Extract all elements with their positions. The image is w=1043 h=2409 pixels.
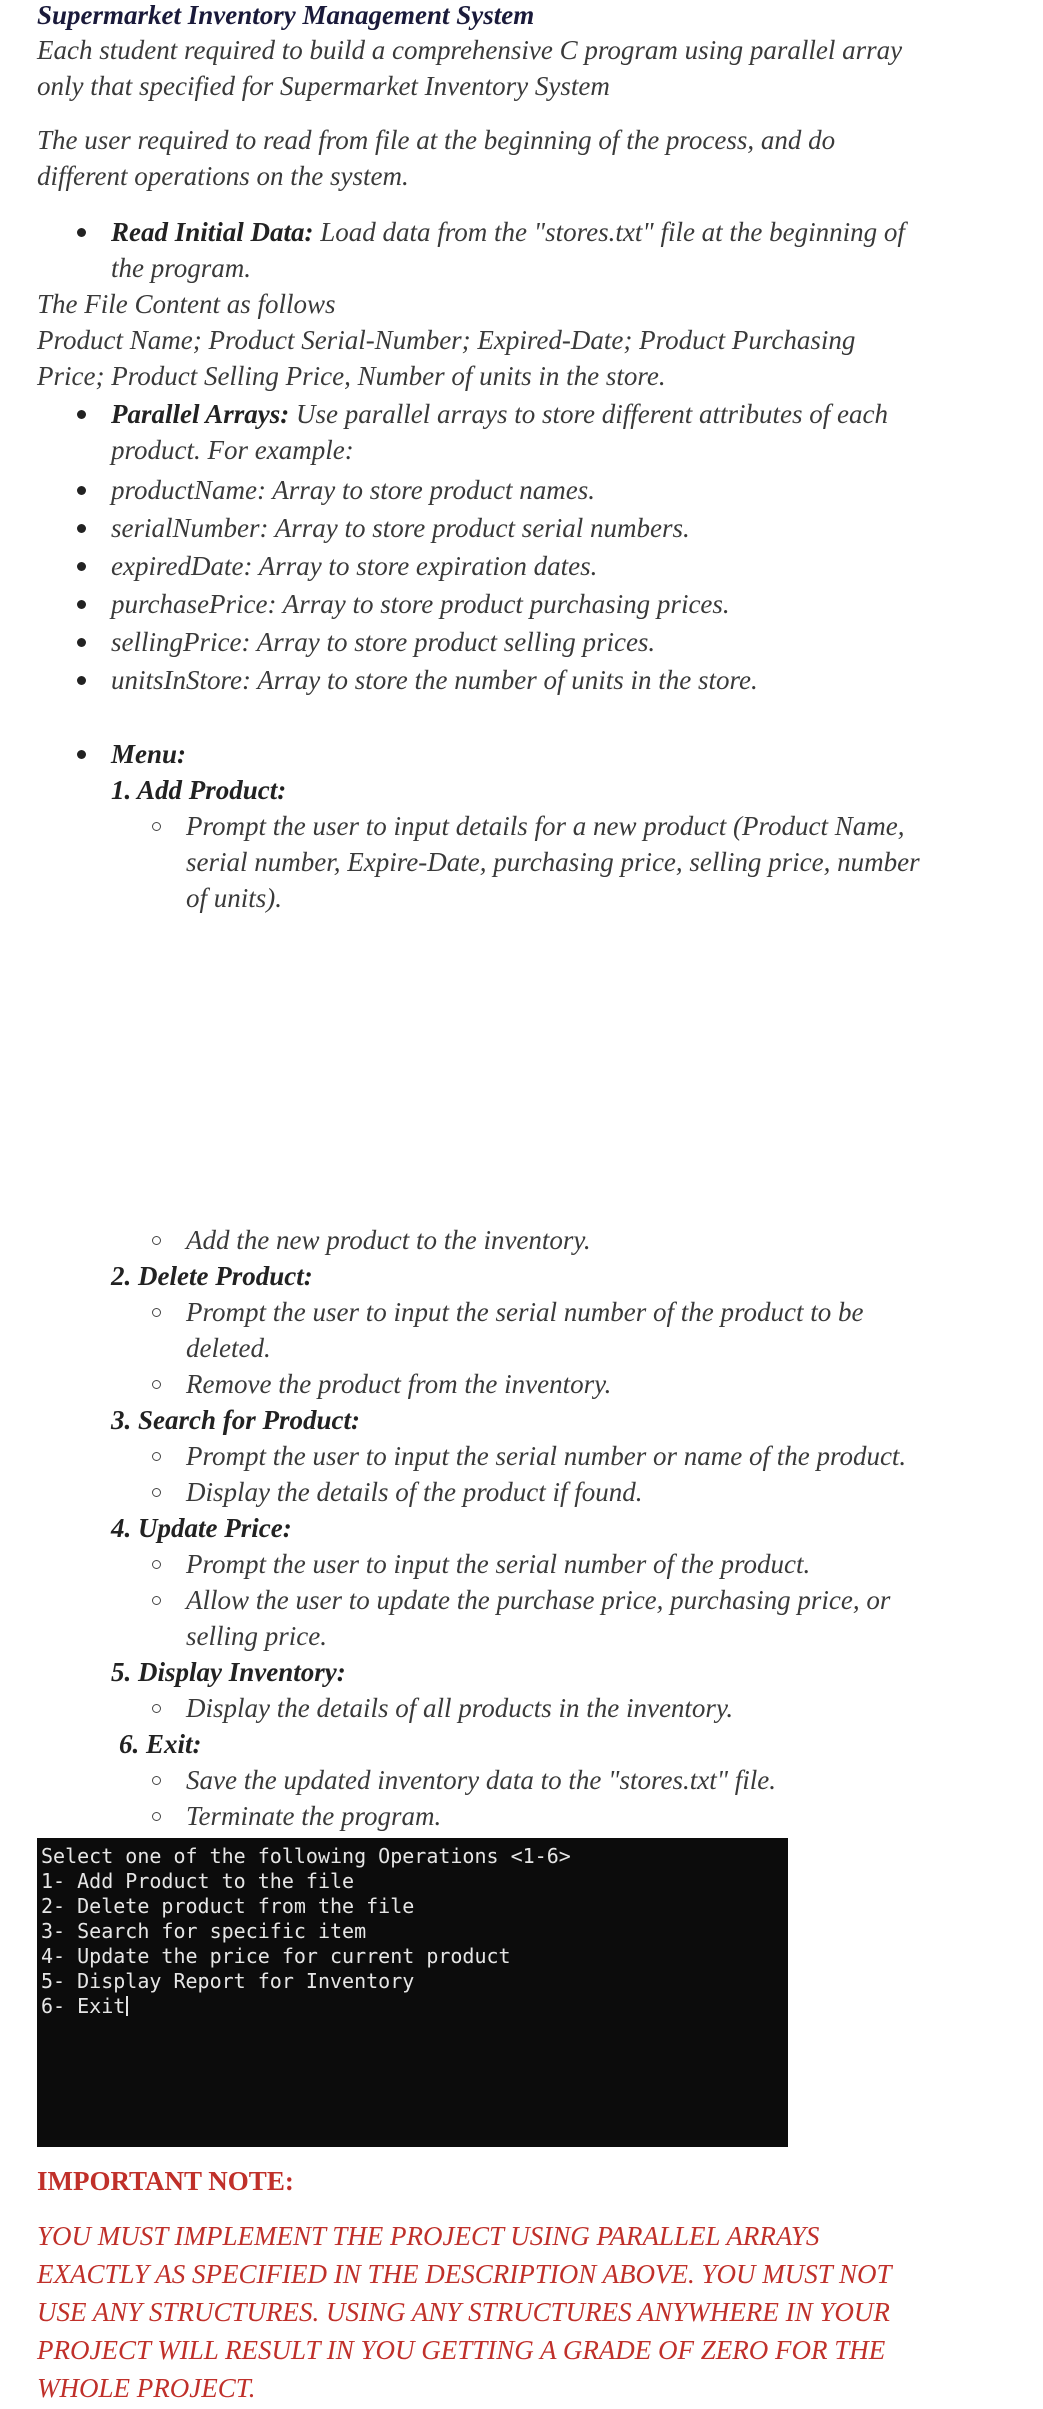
menu-update-prompt: Prompt the user to input the serial number of the product. [186, 1549, 811, 1579]
array-item-purchase-price: purchasePrice: Array to store product purchasing prices. [111, 589, 730, 619]
circle-bullet-icon [152, 1560, 161, 1569]
array-item-expired-date: expiredDate: Array to store expiration dates. [111, 551, 598, 581]
menu-exit-title: 6. Exit: [119, 1729, 202, 1759]
circle-bullet-icon [152, 1308, 161, 1317]
console-option-line: 1- Add Product to the file [41, 1869, 355, 1893]
circle-bullet-icon [152, 1596, 161, 1605]
circle-bullet-icon [152, 1452, 161, 1461]
array-item-product-name: productName: Array to store product names. [111, 475, 595, 505]
console-prompt-line: Select one of the following Operations <1-6> [41, 1844, 571, 1868]
important-note-line: YOU MUST IMPLEMENT THE PROJECT USING PARALLEL ARRAYS [37, 2221, 820, 2251]
intro-line: Each student required to build a comprehensive C program using parallel array [37, 35, 903, 65]
important-note-line: USE ANY STRUCTURES. USING ANY STRUCTURES ANYWHERE IN YOUR [37, 2297, 890, 2327]
console-exit-text: 6- Exit [41, 1994, 126, 2018]
array-item-serial-number: serialNumber: Array to store product serial numbers. [111, 513, 690, 543]
circle-bullet-icon [152, 1488, 161, 1497]
file-content-heading: The File Content as follows [37, 289, 336, 319]
important-note-line: EXACTLY AS SPECIFIED IN THE DESCRIPTION ABOVE. YOU MUST NOT [37, 2259, 892, 2289]
menu-search-title: 3. Search for Product: [111, 1405, 360, 1435]
menu-add-item: Add the new product to the inventory. [186, 1225, 591, 1255]
circle-bullet-icon [152, 1236, 161, 1245]
bullet-icon [77, 562, 86, 571]
menu-update-allow: selling price. [186, 1621, 327, 1651]
file-content-line: Product Name; Product Serial-Number; Expired-Date; Product Purchasing [37, 325, 856, 355]
file-content-line: Price; Product Selling Price, Number of units in the store. [37, 361, 666, 391]
bullet-icon [77, 638, 86, 647]
text-cursor-icon [126, 1996, 128, 2016]
bullet-icon [77, 410, 86, 419]
menu-add-prompt: Prompt the user to input details for a new product (Product Name, [186, 811, 905, 841]
intro-line: different operations on the system. [37, 161, 409, 191]
console-option-line: 4- Update the price for current product [41, 1944, 511, 1968]
console-option-line: 3- Search for specific item [41, 1919, 367, 1943]
menu-display-text: Display the details of all products in the inventory. [186, 1693, 734, 1723]
menu-delete-prompt: deleted. [186, 1333, 271, 1363]
circle-bullet-icon [152, 1380, 161, 1389]
menu-update-title: 4. Update Price: [111, 1513, 292, 1543]
important-note-line: WHOLE PROJECT. [37, 2373, 256, 2403]
parallel-arrays [111, 396, 888, 432]
document-title: Supermarket Inventory Management System [37, 0, 535, 30]
menu-update-allow: Allow the user to update the purchase price, purchasing price, or [186, 1585, 891, 1615]
circle-bullet-icon [152, 1776, 161, 1785]
parallel-arrays-text: product. For example: [111, 435, 354, 465]
bullet-icon [77, 228, 86, 237]
important-note-line: PROJECT WILL RESULT IN YOU GETTING A GRADE OF ZERO FOR THE [37, 2335, 886, 2365]
menu-search-display: Display the details of the product if found. [186, 1477, 643, 1507]
console-option-line: 5- Display Report for Inventory [41, 1969, 415, 1993]
array-item-units-in-store: unitsInStore: Array to store the number of units in the store. [111, 665, 758, 695]
console-option-line [41, 1994, 128, 2019]
bullet-icon [77, 524, 86, 533]
bullet-icon [77, 750, 86, 759]
menu-exit-save: Save the updated inventory data to the "stores.txt" file. [186, 1765, 777, 1795]
parallel-arrays-text: Use parallel arrays to store different attributes of each [296, 399, 888, 429]
menu-search-prompt: Prompt the user to input the serial number or name of the product. [186, 1441, 907, 1471]
menu-add-prompt: of units). [186, 883, 283, 913]
circle-bullet-icon [152, 1704, 161, 1713]
menu-label: Menu: [111, 739, 187, 769]
menu-delete-prompt: Prompt the user to input the serial number of the product to be [186, 1297, 864, 1327]
read-initial-label: Read Initial Data: [111, 217, 314, 247]
menu-add-prompt: serial number, Expire-Date, purchasing price, selling price, number [186, 847, 920, 877]
console-screenshot [37, 1838, 788, 2147]
read-initial-text: Load data from the "stores.txt" file at the beginning of [320, 217, 905, 247]
array-item-selling-price: sellingPrice: Array to store product selling prices. [111, 627, 656, 657]
intro-line: The user required to read from file at the beginning of the process, and do [37, 125, 836, 155]
read-initial-text: the program. [111, 253, 251, 283]
bullet-icon [77, 486, 86, 495]
console-option-line: 2- Delete product from the file [41, 1894, 415, 1918]
menu-delete-remove: Remove the product from the inventory. [186, 1369, 612, 1399]
intro-line: only that specified for Supermarket Inventory System [37, 71, 610, 101]
circle-bullet-icon [152, 1812, 161, 1821]
circle-bullet-icon [152, 822, 161, 831]
parallel-arrays-label: Parallel Arrays: [111, 399, 290, 429]
menu-delete-title: 2. Delete Product: [111, 1261, 313, 1291]
menu-display-title: 5. Display Inventory: [111, 1657, 346, 1687]
important-note-heading: IMPORTANT NOTE: [37, 2166, 294, 2196]
menu-add-title: 1. Add Product: [111, 775, 287, 805]
read-initial-data [111, 214, 905, 250]
bullet-icon [77, 600, 86, 609]
menu-exit-terminate: Terminate the program. [186, 1801, 442, 1831]
bullet-icon [77, 676, 86, 685]
